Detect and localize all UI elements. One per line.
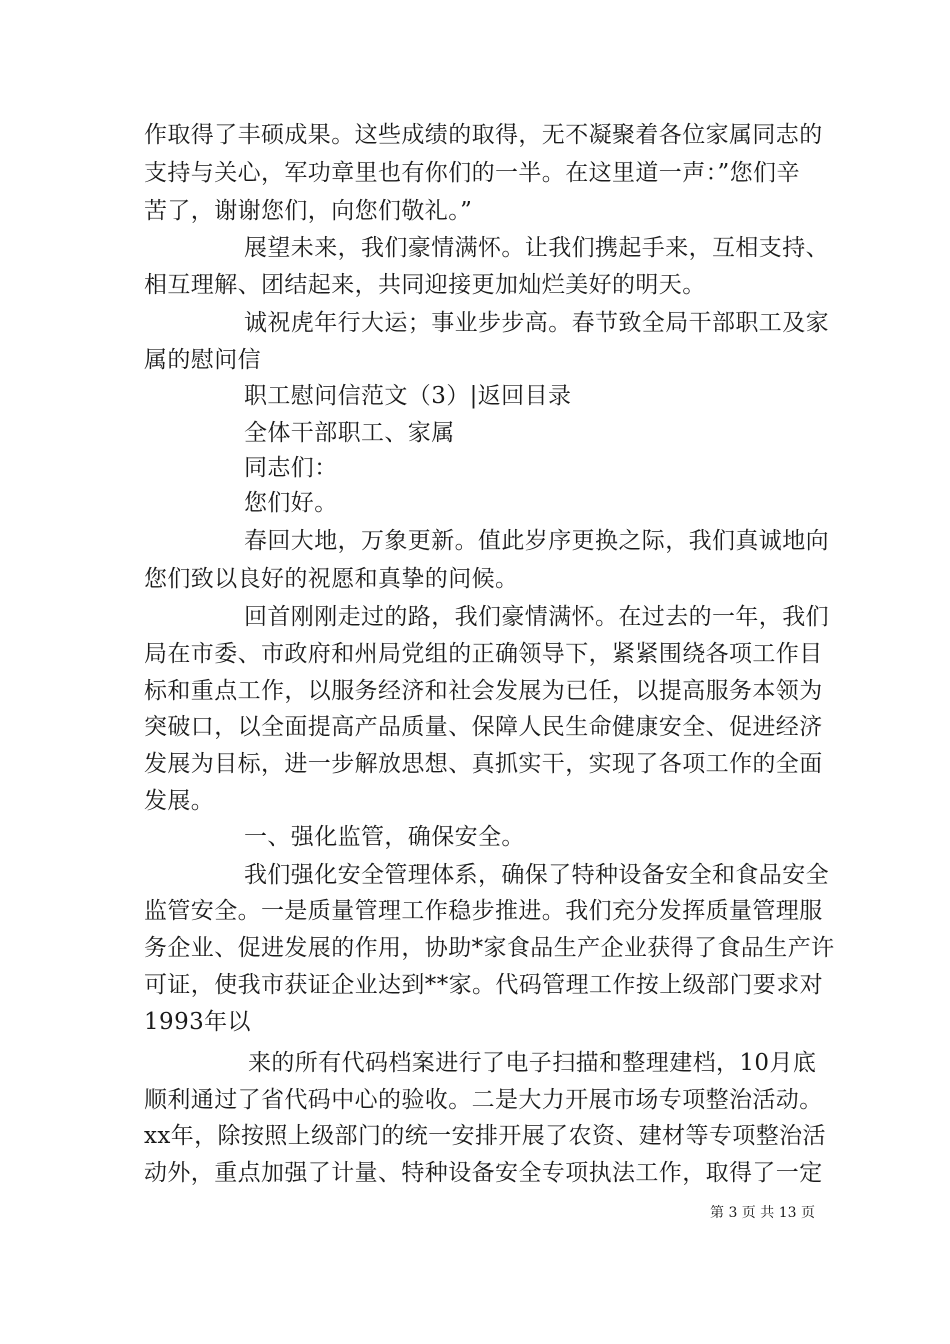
- text-line: 同志们：: [244, 455, 338, 481]
- text-line: 顺利通过了省代码中心的验收。二是大力开展市场专项整治活动。: [144, 1087, 823, 1113]
- text-line: 您们致以良好的祝愿和真挚的问候。: [144, 566, 519, 592]
- text-line: 来的所有代码档案进行了电子扫描和整理建档，10月底: [248, 1050, 817, 1076]
- toc-link-line[interactable]: 职工慰问信范文（3）|返回目录: [244, 383, 572, 409]
- text-line: 相互理解、团结起来，共同迎接更加灿烂美好的明天。: [144, 272, 706, 298]
- text-line: 1993年以: [144, 1009, 251, 1035]
- text-line: 您们好。: [244, 490, 338, 516]
- text-line: 动外，重点加强了计量、特种设备安全专项执法工作，取得了一定: [144, 1160, 823, 1186]
- page-number: 第 3 页 共 13 页: [710, 1205, 815, 1221]
- text-line: 展望未来，我们豪情满怀。让我们携起手来，互相支持、: [244, 235, 829, 261]
- text-line: 标和重点工作，以服务经济和社会发展为已任，以提高服务本领为: [144, 678, 823, 704]
- text-line: 春回大地，万象更新。值此岁序更换之际，我们真诚地向: [244, 528, 829, 554]
- text-line: 诚祝虎年行大运；事业步步高。春节致全局干部职工及家: [244, 310, 829, 336]
- text-line: 支持与关心，军功章里也有你们的一半。在这里道一声：”您们辛: [144, 160, 800, 186]
- text-line: 回首刚刚走过的路，我们豪情满怀。在过去的一年，我们: [244, 604, 829, 630]
- text-line: 务企业、促进发展的作用，协助*家食品生产企业获得了食品生产许: [144, 935, 835, 961]
- text-line: 发展。: [144, 788, 215, 814]
- text-line: 局在市委、市政府和州局党组的正确领导下，紧紧围绕各项工作目: [144, 641, 823, 667]
- text-line: 我们强化安全管理体系，确保了特种设备安全和食品安全: [244, 862, 829, 888]
- text-line: 监管安全。一是质量管理工作稳步推进。我们充分发挥质量管理服: [144, 898, 823, 924]
- section-heading: 一、强化监管，确保安全。: [244, 824, 525, 850]
- text-line: 可证，使我市获证企业达到**家。代码管理工作按上级部门要求对: [144, 972, 823, 998]
- text-line: 属的慰问信: [144, 347, 261, 373]
- text-line: 全体干部职工、家属: [244, 420, 455, 446]
- text-line: 作取得了丰硕成果。这些成绩的取得，无不凝聚着各位家属同志的: [144, 122, 823, 148]
- text-line: 突破口，以全面提高产品质量、保障人民生命健康安全、促进经济: [144, 714, 823, 740]
- text-line: 发展为目标，进一步解放思想、真抓实干，实现了各项工作的全面: [144, 751, 823, 777]
- text-line: 苦了，谢谢您们，向您们敬礼。”: [144, 198, 473, 224]
- text-line: xx年，除按照上级部门的统一安排开展了农资、建材等专项整治活: [144, 1123, 826, 1149]
